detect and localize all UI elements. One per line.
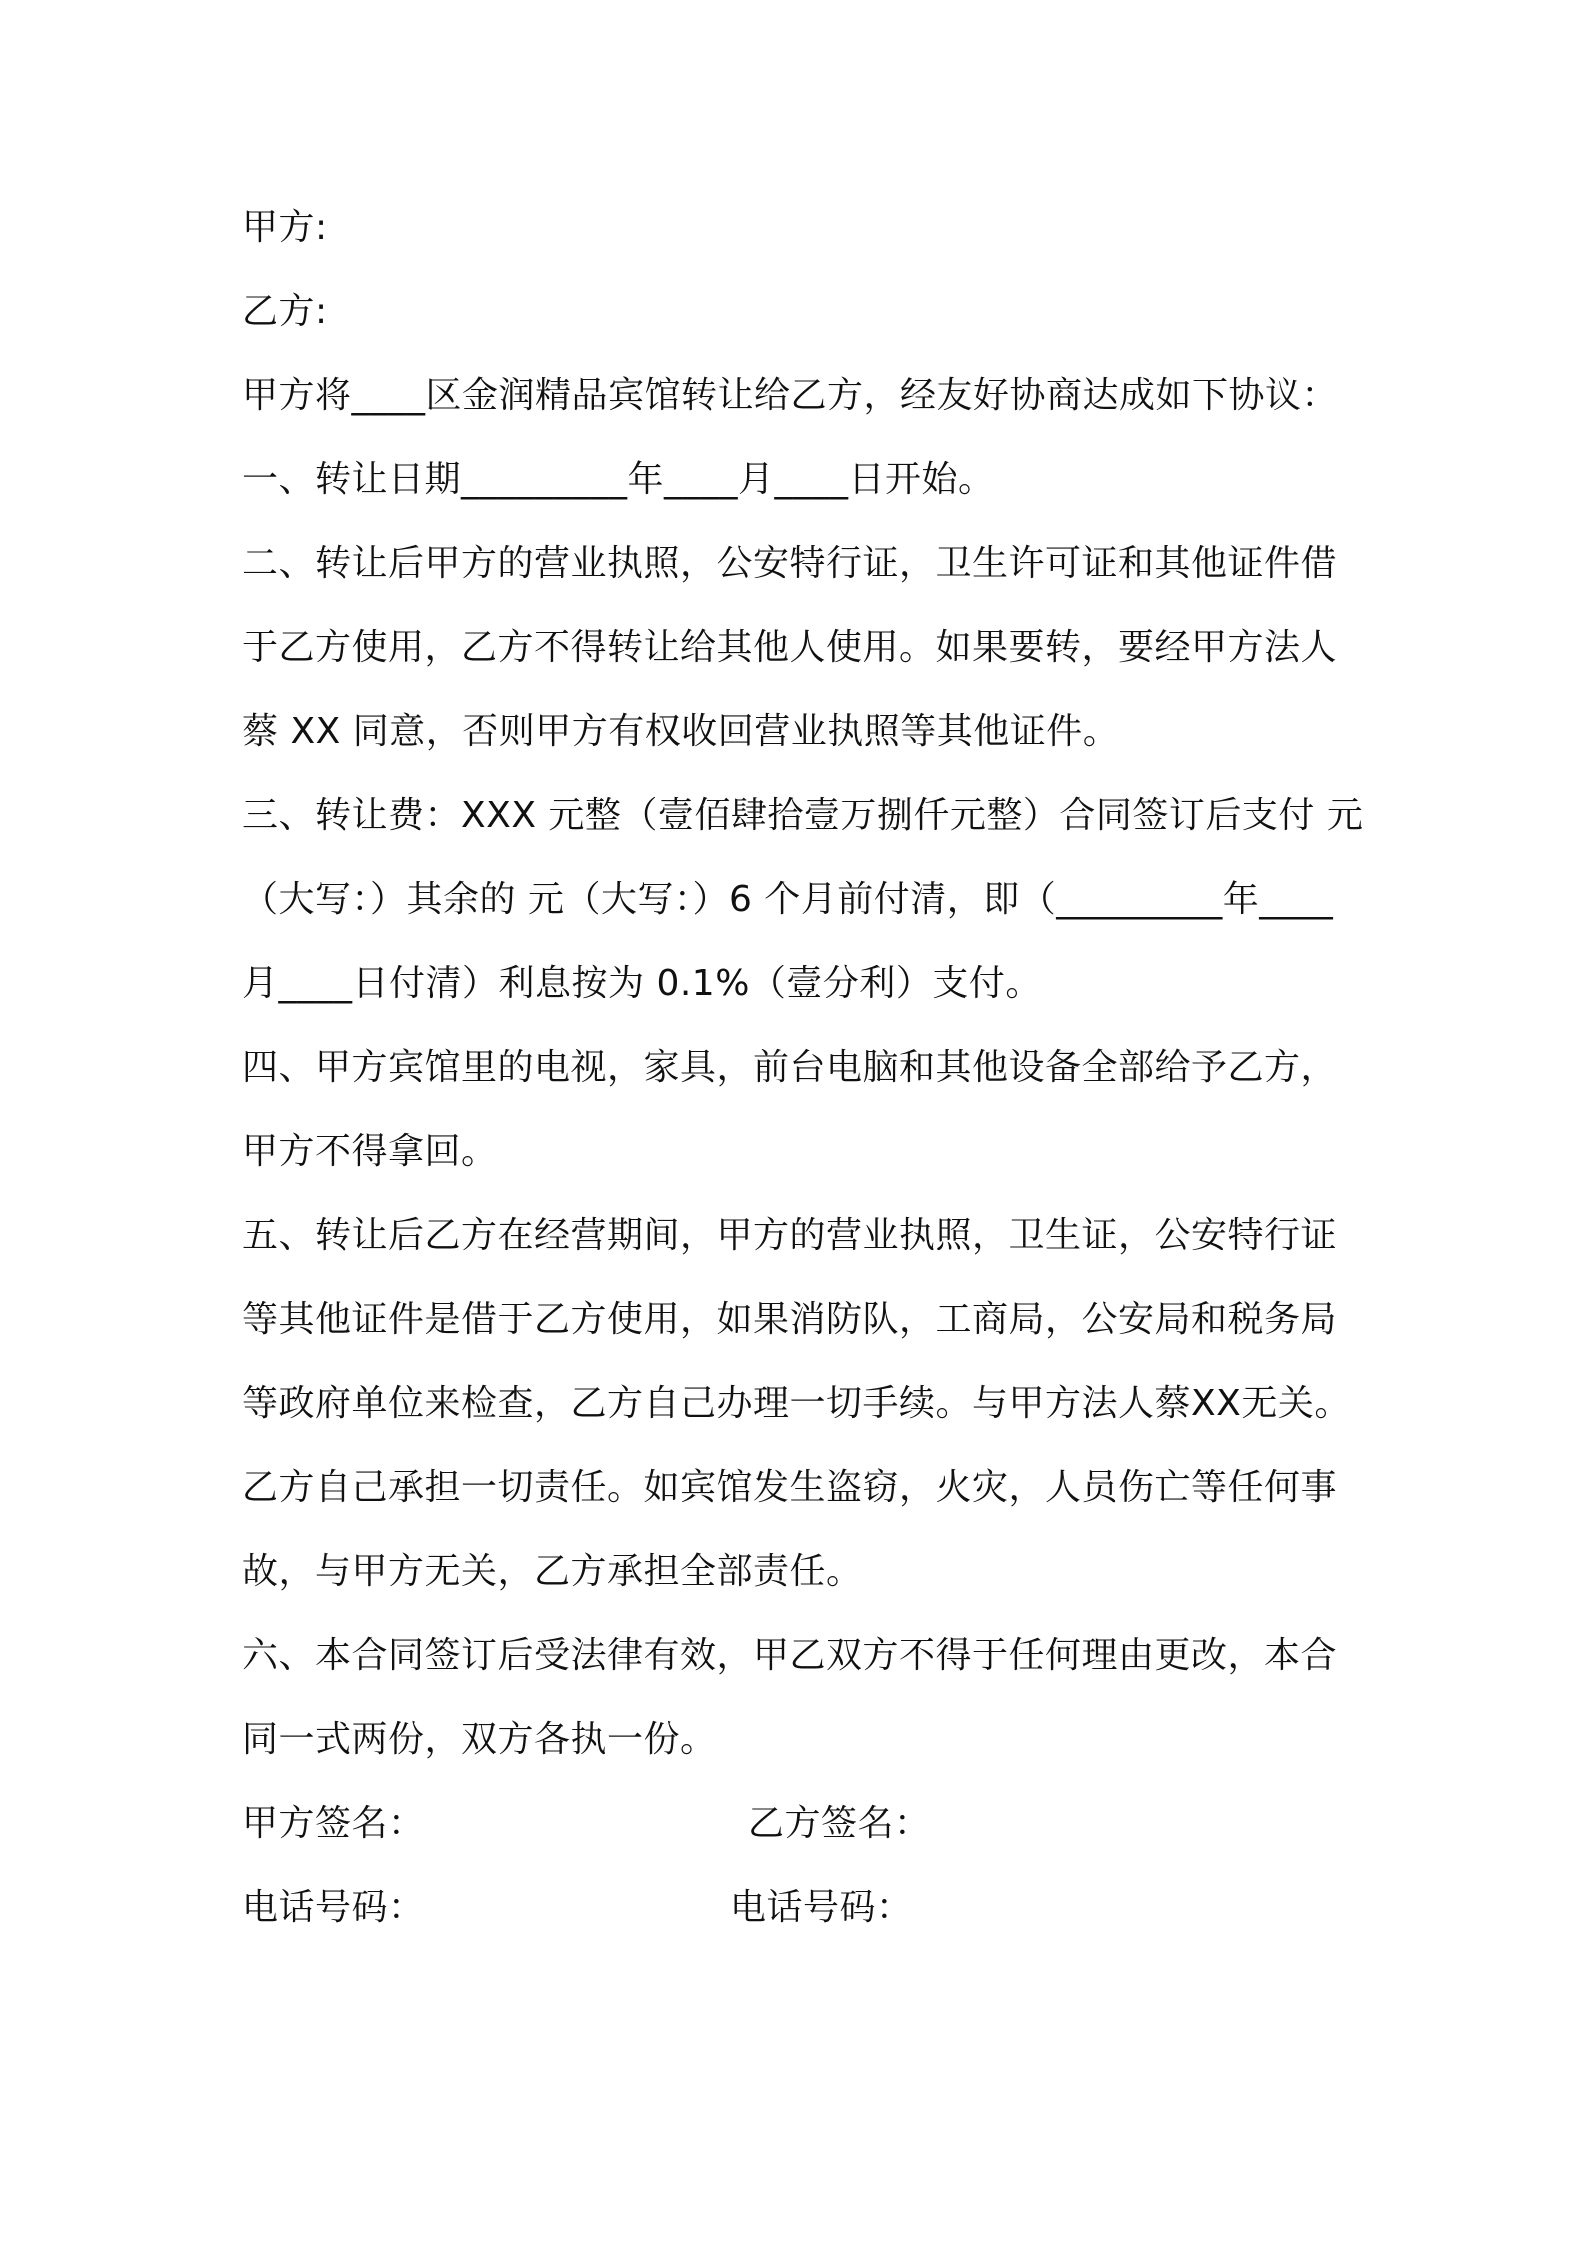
clause-2-line-2: 于乙方使用，乙方不得转让给其他人使用。如果要转，要经甲方法人 xyxy=(242,627,1338,668)
party-b-phone-label: 电话号码： xyxy=(730,1887,913,1928)
clause-6-line-1: 六、本合同签订后受法律有效，甲乙双方不得于任何理由更改，本合 xyxy=(242,1635,1338,1676)
clause-5-line-1: 五、转让后乙方在经营期间，甲方的营业执照，卫生证，公安特行证 xyxy=(242,1215,1338,1256)
party-a-signature-label: 甲方签名： xyxy=(242,1803,425,1844)
party-a-label: 甲方: xyxy=(242,207,328,248)
clause-4-line-2: 甲方不得拿回。 xyxy=(242,1131,498,1172)
clause-5-line-5: 故，与甲方无关，乙方承担全部责任。 xyxy=(242,1551,863,1592)
clause-5-line-4: 乙方自己承担一切责任。如宾馆发生盗窃，火灾，人员伤亡等任何事 xyxy=(242,1467,1338,1508)
party-b-label: 乙方: xyxy=(242,291,328,332)
clause-3-line-2: （大写：）其余的 元（大写：）6 个月前付清，即（_________年____ xyxy=(242,879,1334,920)
clause-2-line-1: 二、转让后甲方的营业执照，公安特行证，卫生许可证和其他证件借 xyxy=(242,543,1338,584)
clause-1-line: 一、转让日期_________年____月____日开始。 xyxy=(242,459,995,500)
intro-paragraph: 甲方将____区金润精品宾馆转让给乙方，经友好协商达成如下协议： xyxy=(242,375,1339,416)
party-b-signature-label: 乙方签名： xyxy=(748,1803,931,1844)
party-a-phone-label: 电话号码： xyxy=(242,1887,425,1928)
clause-6-line-2: 同一式两份，双方各执一份。 xyxy=(242,1719,717,1760)
clause-5-line-3: 等政府单位来检查，乙方自己办理一切手续。与甲方法人蔡XX无关。 xyxy=(242,1383,1351,1424)
clause-4-line-1: 四、甲方宾馆里的电视，家具，前台电脑和其他设备全部给予乙方， xyxy=(242,1047,1338,1088)
clause-2-line-3: 蔡 XX 同意，否则甲方有权收回营业执照等其他证件。 xyxy=(242,711,1120,752)
clause-5-line-2: 等其他证件是借于乙方使用，如果消防队，工商局，公安局和税务局 xyxy=(242,1299,1338,1340)
clause-3-line-3: 月____日付清）利息按为 0.1%（壹分利）支付。 xyxy=(242,963,1042,1004)
clause-3-line-1: 三、转让费：XXX 元整（壹佰肆拾壹万捌仟元整）合同签订后支付 元 xyxy=(242,795,1364,836)
